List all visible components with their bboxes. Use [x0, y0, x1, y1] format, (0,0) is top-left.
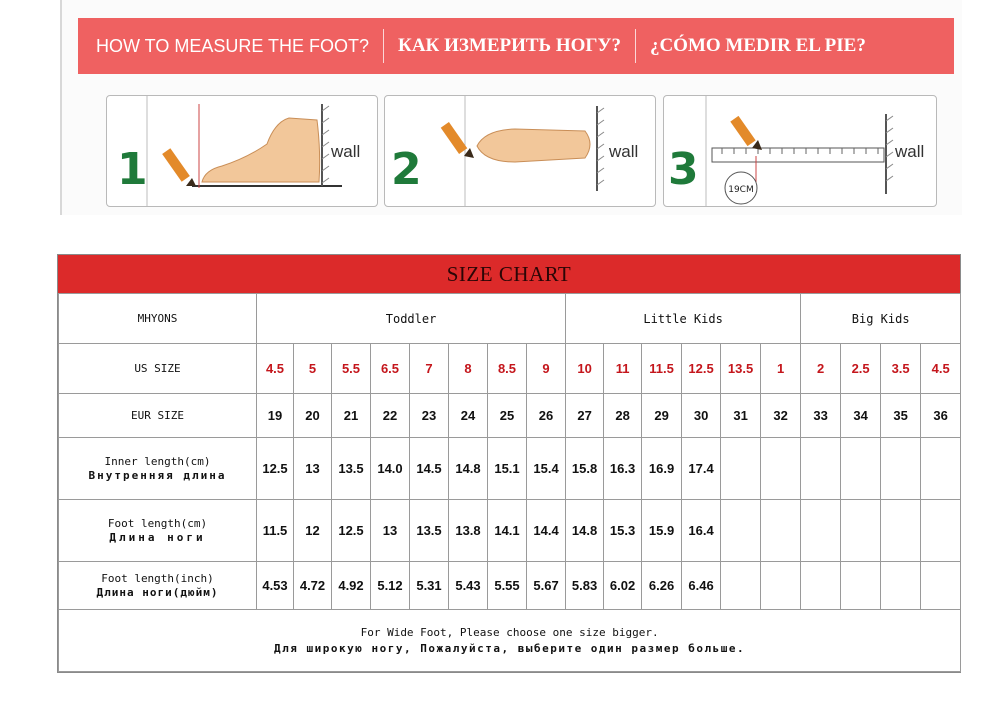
- banner-english: HOW TO MEASURE THE FOOT?: [96, 35, 370, 56]
- row-label: EUR SIZE: [59, 394, 257, 438]
- size-cell: 11.5: [257, 500, 294, 562]
- pencil-icon: [162, 148, 196, 186]
- row-label-ru: Внутренняя длина: [88, 468, 227, 482]
- size-cell: 22: [371, 394, 410, 438]
- size-cell: 6.02: [604, 562, 642, 610]
- size-cell: 29: [642, 394, 682, 438]
- size-cell: 20: [294, 394, 332, 438]
- size-chart: [57, 254, 961, 673]
- table-row-inner: [59, 438, 961, 500]
- size-cell: [921, 438, 961, 500]
- size-cell: 5.55: [488, 562, 527, 610]
- size-cell: [921, 500, 961, 562]
- size-cell: 32: [761, 394, 801, 438]
- step-number: 2: [391, 144, 422, 195]
- size-cell: 1: [761, 344, 801, 394]
- size-cell: 11: [604, 344, 642, 394]
- ruler-icon: [712, 148, 884, 162]
- size-cell: 5.83: [566, 562, 604, 610]
- size-cell: 6.46: [682, 562, 721, 610]
- size-cell: 34: [841, 394, 881, 438]
- size-cell: [721, 500, 761, 562]
- size-cell: 13.5: [332, 438, 371, 500]
- table-row-us: [59, 344, 961, 394]
- step-3-panel: [663, 95, 937, 207]
- size-cell: [801, 438, 841, 500]
- wall-label: wall: [609, 142, 639, 161]
- row-label: [59, 500, 257, 562]
- size-cell: [761, 562, 801, 610]
- table-row-foot-cm: [59, 500, 961, 562]
- size-cell: 25: [488, 394, 527, 438]
- size-cell: 10: [566, 344, 604, 394]
- wide-foot-note: [59, 610, 961, 672]
- step-number: 1: [117, 144, 148, 195]
- measure-banner: [78, 18, 954, 74]
- size-cell: 14.8: [449, 438, 488, 500]
- size-cell: 19: [257, 394, 294, 438]
- pencil-icon: [441, 122, 474, 158]
- measure-value: 19CM: [728, 185, 754, 195]
- row-label: [59, 562, 257, 610]
- size-cell: [841, 562, 881, 610]
- size-cell: 13.8: [449, 500, 488, 562]
- size-cell: 12.5: [257, 438, 294, 500]
- size-cell: 14.4: [527, 500, 566, 562]
- size-cell: 35: [881, 394, 921, 438]
- size-cell: 2.5: [841, 344, 881, 394]
- size-cell: 12.5: [682, 344, 721, 394]
- size-cell: 24: [449, 394, 488, 438]
- size-cell: 5.43: [449, 562, 488, 610]
- size-cell: [881, 500, 921, 562]
- table-row: [59, 294, 961, 344]
- size-cell: 12.5: [332, 500, 371, 562]
- group-toddler: Toddler: [257, 294, 566, 344]
- row-label-en: Foot length(inch): [101, 571, 214, 585]
- size-cell: 6.26: [642, 562, 682, 610]
- row-label: US SIZE: [59, 344, 257, 394]
- table-row-eur: [59, 394, 961, 438]
- size-cell: 28: [604, 394, 642, 438]
- group-big-kids: Big Kids: [801, 294, 961, 344]
- size-cell: 13: [371, 500, 410, 562]
- size-chart-title: SIZE CHART: [58, 255, 960, 294]
- size-cell: 14.1: [488, 500, 527, 562]
- size-cell: 15.9: [642, 500, 682, 562]
- size-cell: 8: [449, 344, 488, 394]
- size-cell: 15.1: [488, 438, 527, 500]
- size-cell: 11.5: [642, 344, 682, 394]
- row-label-en: Foot length(cm): [107, 516, 208, 530]
- table-row-foot-inch: [59, 562, 961, 610]
- size-table: [58, 293, 961, 672]
- size-cell: 5: [294, 344, 332, 394]
- size-cell: [761, 500, 801, 562]
- size-cell: 5.12: [371, 562, 410, 610]
- size-cell: 4.92: [332, 562, 371, 610]
- size-cell: [721, 562, 761, 610]
- size-cell: 4.5: [257, 344, 294, 394]
- note-english: For Wide Foot, Please choose one size bigger.: [360, 625, 659, 639]
- step-number: 3: [668, 144, 699, 195]
- brand-cell: MHYONS: [59, 294, 257, 344]
- size-cell: 4.53: [257, 562, 294, 610]
- size-cell: 6.5: [371, 344, 410, 394]
- size-cell: 15.3: [604, 500, 642, 562]
- size-cell: [801, 562, 841, 610]
- size-cell: 4.72: [294, 562, 332, 610]
- size-cell: 8.5: [488, 344, 527, 394]
- size-cell: [761, 438, 801, 500]
- banner-spanish: ¿CÓMO MEDIR EL PIE?: [649, 35, 866, 56]
- size-cell: 14.8: [566, 500, 604, 562]
- size-cell: 13.5: [410, 500, 449, 562]
- size-cell: 2: [801, 344, 841, 394]
- size-cell: 7: [410, 344, 449, 394]
- step-2-panel: [384, 95, 656, 207]
- banner-russian: КАК ИЗМЕРИТЬ НОГУ?: [398, 35, 621, 56]
- row-label-en: Inner length(cm): [104, 454, 211, 468]
- step-1-panel: [106, 95, 378, 207]
- size-cell: 14.5: [410, 438, 449, 500]
- size-cell: 16.9: [642, 438, 682, 500]
- size-cell: 26: [527, 394, 566, 438]
- row-label: [59, 438, 257, 500]
- size-cell: 21: [332, 394, 371, 438]
- foot-top-icon: [477, 129, 590, 162]
- size-cell: 3.5: [881, 344, 921, 394]
- pencil-icon: [730, 116, 762, 150]
- size-cell: 30: [682, 394, 721, 438]
- size-cell: 5.5: [332, 344, 371, 394]
- size-cell: 15.8: [566, 438, 604, 500]
- size-cell: 4.5: [921, 344, 961, 394]
- size-cell: 5.31: [410, 562, 449, 610]
- size-cell: 13.5: [721, 344, 761, 394]
- size-cell: 33: [801, 394, 841, 438]
- size-cell: 9: [527, 344, 566, 394]
- size-cell: 16.3: [604, 438, 642, 500]
- size-cell: [721, 438, 761, 500]
- size-cell: [801, 500, 841, 562]
- wall-label: wall: [331, 142, 361, 161]
- size-cell: 31: [721, 394, 761, 438]
- group-little-kids: Little Kids: [566, 294, 801, 344]
- size-cell: 16.4: [682, 500, 721, 562]
- size-cell: 17.4: [682, 438, 721, 500]
- wall-label: wall: [895, 142, 925, 161]
- size-cell: 23: [410, 394, 449, 438]
- note-russian: Для широкую ногу, Пожалуйста, выберите один размер больше.: [274, 641, 746, 655]
- size-cell: 36: [921, 394, 961, 438]
- size-cell: 14.0: [371, 438, 410, 500]
- size-cell: [921, 562, 961, 610]
- row-label-ru: Длина ноги: [109, 530, 206, 544]
- size-cell: 27: [566, 394, 604, 438]
- foot-side-icon: [202, 118, 320, 182]
- table-row-note: [59, 610, 961, 672]
- size-cell: [881, 438, 921, 500]
- size-cell: 13: [294, 438, 332, 500]
- size-cell: 15.4: [527, 438, 566, 500]
- size-cell: [841, 500, 881, 562]
- size-cell: 12: [294, 500, 332, 562]
- size-cell: [881, 562, 921, 610]
- size-cell: 5.67: [527, 562, 566, 610]
- size-cell: [841, 438, 881, 500]
- row-label-ru: Длина ноги(дюйм): [96, 585, 219, 599]
